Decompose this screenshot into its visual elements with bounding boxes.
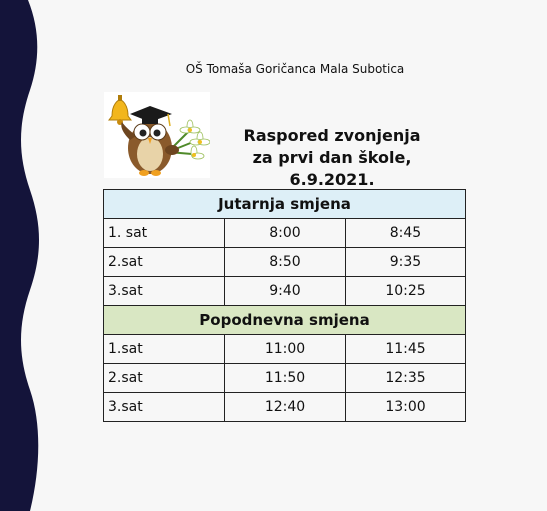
start-time-cell: 11:00 <box>225 335 346 364</box>
table-row <box>104 393 466 422</box>
period-cell: 1. sat <box>104 219 225 248</box>
end-time-cell: 9:35 <box>346 248 466 277</box>
period-cell: 2.sat <box>104 364 225 393</box>
section-header-row <box>104 306 466 335</box>
start-time-cell: 11:50 <box>225 364 346 393</box>
section-header-row <box>104 190 466 219</box>
end-time-cell: 12:35 <box>346 364 466 393</box>
afternoon-shift-header: Popodnevna smjena <box>104 306 466 335</box>
table-row <box>104 364 466 393</box>
owl-logo <box>104 92 210 178</box>
start-time-cell: 12:40 <box>225 393 346 422</box>
end-time-cell: 8:45 <box>346 219 466 248</box>
table-row <box>104 277 466 306</box>
period-cell: 3.sat <box>104 393 225 422</box>
wave-border <box>0 0 60 511</box>
start-time-cell: 8:00 <box>225 219 346 248</box>
school-name: OŠ Tomaša Goričanca Mala Subotica <box>185 62 405 76</box>
table-row <box>104 248 466 277</box>
owl-with-bell-and-flowers-icon <box>104 92 210 178</box>
title-line-2: za prvi dan škole, 6.9.2021. <box>252 148 412 189</box>
bell-schedule-table <box>103 189 466 422</box>
start-time-cell: 8:50 <box>225 248 346 277</box>
table-row <box>104 335 466 364</box>
period-cell: 3.sat <box>104 277 225 306</box>
end-time-cell: 13:00 <box>346 393 466 422</box>
page-title <box>212 125 452 191</box>
end-time-cell: 10:25 <box>346 277 466 306</box>
period-cell: 2.sat <box>104 248 225 277</box>
table-row <box>104 219 466 248</box>
period-cell: 1.sat <box>104 335 225 364</box>
morning-shift-header: Jutarnja smjena <box>104 190 466 219</box>
start-time-cell: 9:40 <box>225 277 346 306</box>
end-time-cell: 11:45 <box>346 335 466 364</box>
title-line-1: Raspored zvonjenja <box>243 126 421 145</box>
